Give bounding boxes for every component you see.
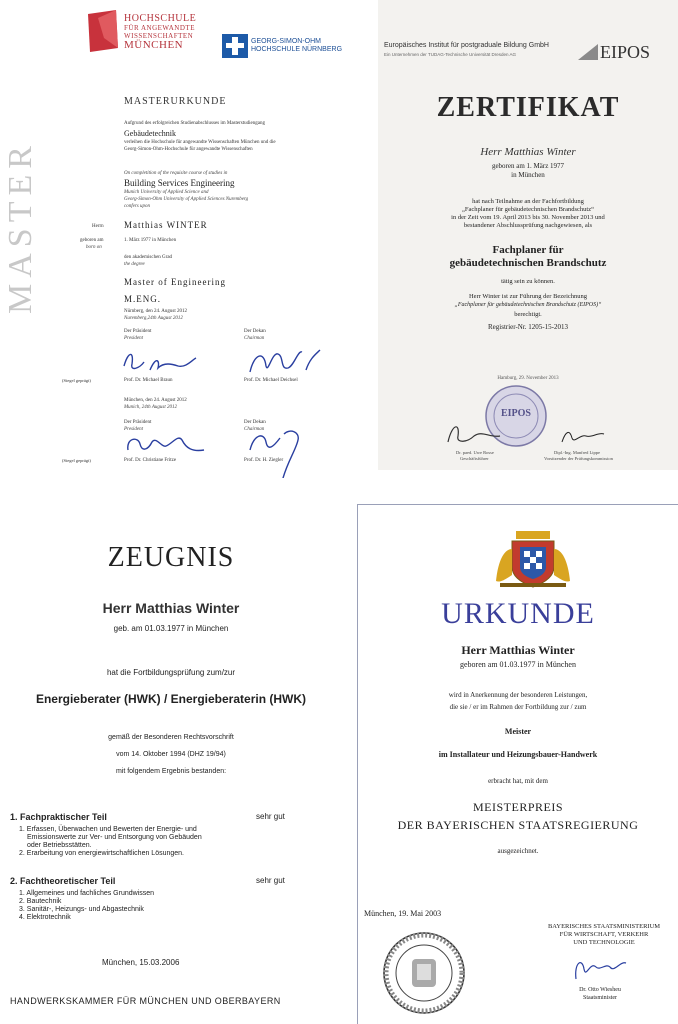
zeugnis-document <box>0 478 357 1024</box>
section-1-grade: sehr gut <box>256 812 285 821</box>
bavarian-coat-of-arms-icon <box>494 531 572 589</box>
eipos-logo-mark <box>578 42 600 62</box>
zertifikat-title: ZERTIFIKAT <box>436 92 620 123</box>
signatory-1-name: Dr. paed. Uwe Rosse <box>456 450 494 455</box>
president-1-name: Prof. Dr. Michael Braun <box>124 378 173 383</box>
signatory-2-role: Vorsitzender der Prüfungskommission <box>544 456 613 461</box>
urkunde-text-3: erbracht hat, mit dem <box>488 777 548 785</box>
vertical-master-label: MASTER <box>2 140 39 314</box>
zeugnis-text-3: vom 14. Oktober 1994 (DHZ 19/94) <box>116 751 226 758</box>
urkunde-born: geboren am 01.03.1977 in München <box>460 660 576 669</box>
section-1-item: 1. Erfassen, Überwachen und Bewerten der Energie- und <box>19 826 197 833</box>
zeugnis-born: geb. am 01.03.1977 in München <box>113 624 229 633</box>
zertifikat-document <box>378 0 678 470</box>
program-name: Gebäudetechnik <box>124 129 176 138</box>
cert-text-4: bestandener Abschlussprüfung nachgewiesen, als <box>463 222 593 229</box>
urkunde-text-1: wird in Anerkennung der besonderen Leistungen, <box>448 691 588 699</box>
president-2-name: Prof. Dr. Christiane Fritze <box>124 458 177 463</box>
zeugnis-recipient: Herr Matthias Winter <box>102 600 240 616</box>
masterurkunde-heading: MASTERURKUNDE <box>124 96 227 107</box>
zeugnis-footer-issuer: HANDWERKSKAMMER FÜR MÜNCHEN UND OBERBAYERN <box>10 996 281 1006</box>
signatory-role: Staatsminister <box>583 995 617 1001</box>
degree-label: den akademischen Grad <box>124 255 173 260</box>
signature-deichsel <box>244 344 324 378</box>
prize-line-1: MEISTERPREIS <box>472 800 563 814</box>
place-date: Hamburg, 29. November 2013 <box>497 376 559 381</box>
born-line-2: in München <box>511 171 545 179</box>
signatory-name: Dr. Otto Wiesheu <box>579 987 621 993</box>
place-date-1-en: Nuremberg,24th August 2012 <box>124 316 183 321</box>
cert-text-7: „Fachplaner für gebäudetechnischen Brandschutz (EIPOS)“ <box>454 302 602 308</box>
section-2-item: 4. Elektrotechnik <box>19 914 71 921</box>
place-date-2-en: Munich, 24th August 2012 <box>124 405 177 410</box>
intro-line-2: verleihen die Hochschule für angewandte Wissenschaften München und die <box>124 140 276 145</box>
urkunde-title: URKUNDE <box>441 597 595 630</box>
president-label-1-en: President <box>124 336 143 341</box>
certificate-recipient: Herr Matthias Winter <box>480 146 576 158</box>
president-label-2-en: President <box>124 427 143 432</box>
section-2-item: 3. Sanitär-, Heizungs- und Abgastechnik <box>19 906 144 913</box>
dean-1-name: Prof. Dr. Michael Deichsel <box>244 378 298 383</box>
zeugnis-qualification: Energieberater (HWK) / Energieberaterin (HWK) <box>35 692 307 706</box>
intro-line-1: Aufgrund des erfolgreichen Studienabschlusses im Masterstudiengang <box>124 121 265 126</box>
born-value: 1. März 1977 in München <box>124 238 177 243</box>
seal-note-2: (Siegel geprägt) <box>62 458 91 463</box>
qualification-line-1: Fachplaner für <box>492 244 564 256</box>
place-date-2: München, den 24. August 2012 <box>124 398 187 403</box>
zeugnis-title: ZEUGNIS <box>107 542 235 573</box>
zeugnis-text-4: mit folgendem Ergebnis bestanden: <box>115 768 227 775</box>
signature-braun <box>120 346 200 376</box>
english-line-1: On completition of the requisite course of studies in <box>124 171 228 176</box>
signatory-2-name: Dipl.-Ing. Manfred Lippe <box>554 450 600 455</box>
born-line-1: geboren am 1. März 1977 <box>491 162 565 170</box>
eipos-org-name: Europäisches Institut für postgraduale Bildung GmbH <box>384 42 549 49</box>
degree-label-en: the degree <box>124 262 145 267</box>
signature-ziegler <box>240 424 320 478</box>
section-2-item: 1. Allgemeines und fachliches Grundwissen <box>19 890 155 897</box>
section-2-item: 2. Bautechnik <box>19 898 62 905</box>
section-1-item: oder Betriebsstätten. <box>27 842 92 849</box>
signature-rosse <box>444 418 504 448</box>
herrn-label: Herrn <box>92 224 104 229</box>
degree-abbreviation: M.ENG. <box>124 294 161 304</box>
prize-line-2: DER BAYERISCHEN STAATSREGIERUNG <box>397 818 639 832</box>
cert-text-8: berechtigt. <box>514 311 542 318</box>
program-name-en: Building Services Engineering <box>124 178 235 188</box>
cert-text-6: Herr Winter ist zur Führung der Bezeichnung <box>468 293 588 300</box>
section-2-title: 2. Fachtheoretischer Teil <box>10 876 116 886</box>
president-label-2: Der Präsident <box>124 420 152 425</box>
signature-wiesheu <box>570 953 630 985</box>
english-line-3: Georg-Simon-Ohm University of Applied Sciences Nuremberg <box>124 197 249 202</box>
eipos-seal-text: EIPOS <box>500 408 531 419</box>
urkunde-text-4: ausgezeichnet. <box>497 847 539 855</box>
ministry-name: BAYERISCHES STAATSMINISTERIUM FÜR WIRTSCHAFT, VERKEHR UND TECHNOLOGIE <box>547 923 661 946</box>
dean-label-2-en: Chairman <box>244 427 265 432</box>
cert-text-2: „Fachplaner für gebäudetechnischen Brandschutz“ <box>462 206 594 213</box>
english-line-4: confers upon <box>124 204 150 209</box>
zeugnis-text-1: hat die Fortbildungsprüfung zum/zur <box>106 668 236 677</box>
section-1-title: 1. Fachpraktischer Teil <box>10 812 107 822</box>
cert-text-1: hat nach Teilnahme an der Fachfortbildung <box>472 198 584 205</box>
hm-logo-mark <box>86 8 120 54</box>
urkunde-text-2: die sie / er im Rahmen der Fortbildung zur / zum <box>449 703 587 711</box>
place-date-1: Nürnberg, den 24. August 2012 <box>124 309 187 314</box>
hm-logo-text: HOCHSCHULE FÜR ANGEWANDTE WISSENSCHAFTEN MÜNCHEN <box>124 13 197 51</box>
intro-line-3: Georg-Simon-Ohm-Hochschule für angewandte Wissenschaften <box>124 147 253 152</box>
cert-text-3: in der Zeit vom 19. April 2013 bis 30. November 2013 und <box>451 214 605 221</box>
english-line-2: Munich University of Applied Science and <box>124 190 209 195</box>
cert-text-5: tätig sein zu können. <box>501 278 555 285</box>
dean-label-1: Der Dekan <box>244 329 266 334</box>
ministry-seal-icon <box>382 931 466 1015</box>
seal-note-1: (Siegel geprägt) <box>62 378 91 383</box>
ohm-logo-text: GEORG-SIMON-OHM HOCHSCHULE NÜRNBERG <box>251 38 343 53</box>
meister-label: Meister <box>504 727 532 736</box>
signatory-1-role: Geschäftsführer <box>460 456 489 461</box>
ohm-logo-mark <box>222 34 248 58</box>
degree-title: Master of Engineering <box>124 277 226 287</box>
zeugnis-text-2: gemäß der Besonderen Rechtsvorschrift <box>108 734 234 741</box>
dean-2-name: Prof. Dr. H. Ziegler <box>244 458 284 463</box>
recipient-name: Matthias WINTER <box>124 220 208 230</box>
eipos-org-subtitle: Ein Unternehmen der TUDAG-Technische Universität Dresden AG <box>384 52 516 57</box>
urkunde-recipient: Herr Matthias Winter <box>461 643 575 657</box>
section-2-grade: sehr gut <box>256 876 285 885</box>
born-label-en: born on <box>86 245 102 250</box>
section-1-item: 2. Erarbeitung von energiewirtschaftlichen Lösungen. <box>19 850 184 857</box>
dean-label-1-en: Chairman <box>244 336 265 341</box>
eipos-logo-text: EIPOS <box>600 42 651 62</box>
trade-label: im Installateur und Heizungsbauer-Handwerk <box>438 750 598 759</box>
registration-number: Registrier-Nr. 1205-15-2013 <box>488 323 568 331</box>
dean-label-2: Der Dekan <box>244 420 266 425</box>
qualification-line-2: gebäudetechnischen Brandschutz <box>449 257 607 269</box>
president-label-1: Der Präsident <box>124 329 152 334</box>
urkunde-place-date: München, 19. Mai 2003 <box>364 909 442 918</box>
signature-fritze <box>122 430 212 460</box>
signature-lippe <box>558 424 608 446</box>
urkunde-document <box>357 504 678 1024</box>
masterurkunde-document <box>0 0 378 478</box>
born-label: geboren am <box>80 238 104 243</box>
zeugnis-place-date: München, 15.03.2006 <box>102 958 180 967</box>
section-1-item: Emissionswerte zur Ver- und Entsorgung von Gebäuden <box>27 834 202 841</box>
